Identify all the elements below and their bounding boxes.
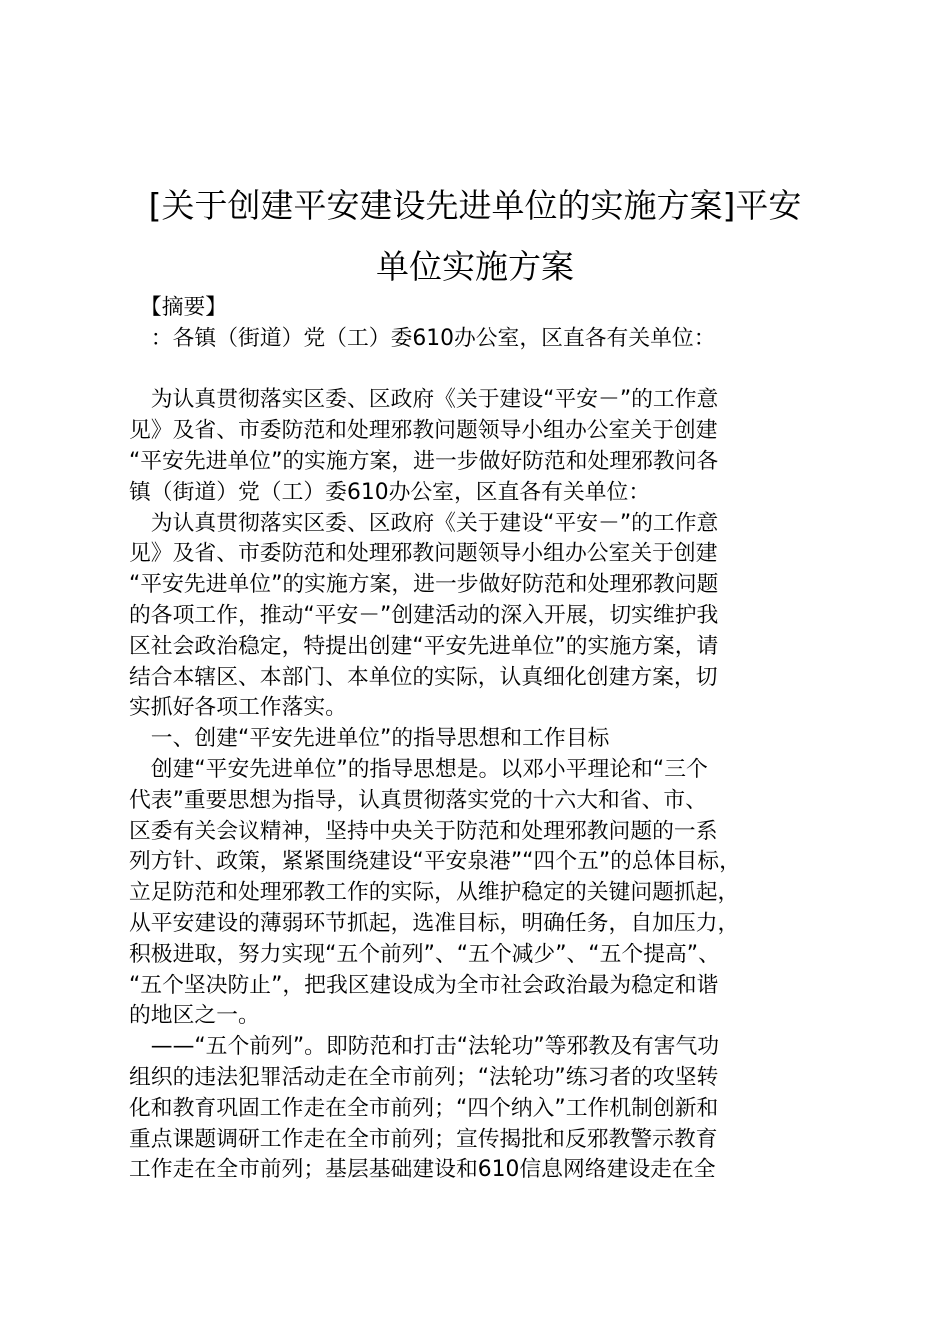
body-line: 区社会政治稳定，特提出创建“平安先进单位”的实施方案，请 <box>129 633 719 659</box>
body-line: 工作走在全市前列；基层基础建设和610信息网络建设走在全 <box>129 1157 716 1183</box>
document-body <box>129 293 839 1186</box>
blank-line <box>129 355 839 386</box>
body-line: 见》及省、市委防范和处理邪教问题领导小组办公室关于创建 <box>129 541 718 567</box>
body-line: 从平安建设的薄弱环节抓起，选准目标，明确任务，自加压力， <box>129 910 740 936</box>
body-line: 实抓好各项工作落实。 <box>129 695 347 721</box>
body-line: “五个坚决防止”，把我区建设成为全市社会政治最为稳定和谐 <box>129 972 719 998</box>
body-line: “平安先进单位”的实施方案，进一步做好防范和处理邪教问各 <box>129 448 719 474</box>
body-line: “平安先进单位”的实施方案，进一步做好防范和处理邪教问题 <box>129 572 719 598</box>
abstract-heading: 【摘要】 <box>129 295 228 320</box>
body-line: 区委有关会议精神，坚持中央关于防范和处理邪教问题的一系 <box>129 818 718 844</box>
body-line: 列方针、政策，紧紧围绕建设“平安泉港”“四个五”的总体目标， <box>129 849 741 875</box>
body-line: 为认真贯彻落实区委、区政府《关于建设“平安－”的工作意 <box>129 510 719 536</box>
addressee-line: ：各镇（街道）党（工）委610办公室，区直各有关单位： <box>129 325 716 351</box>
body-line: 镇（街道）党（工）委610办公室，区直各有关单位： <box>129 479 651 505</box>
body-line: 的地区之一。 <box>129 1003 260 1029</box>
document-title-line-1: [关于创建平安建设先进单位的实施方案]平安 <box>148 186 802 225</box>
body-line: ——“五个前列”。即防范和打击“法轮功”等邪教及有害气功 <box>129 1034 720 1060</box>
body-line: 重点课题调研工作走在全市前列；宣传揭批和反邪教警示教育 <box>129 1126 718 1152</box>
body-line: 化和教育巩固工作走在全市前列；“四个纳入”工作机制创新和 <box>129 1095 719 1121</box>
body-line: 组织的违法犯罪活动走在全市前列；“法轮功”练习者的攻坚转 <box>129 1064 719 1090</box>
section-heading: 一、创建“平安先进单位”的指导思想和工作目标 <box>129 726 610 752</box>
body-line: 创建“平安先进单位”的指导思想是。以邓小平理论和“三个 <box>129 756 708 782</box>
body-line: 见》及省、市委防范和处理邪教问题领导小组办公室关于创建 <box>129 418 718 444</box>
body-line: 的各项工作，推动“平安－”创建活动的深入开展，切实维护我 <box>129 602 719 628</box>
body-line: 为认真贯彻落实区委、区政府《关于建设“平安－”的工作意 <box>129 387 719 413</box>
body-line: 代表”重要思想为指导，认真贯彻落实党的十六大和省、市、 <box>129 787 708 813</box>
document-title-line-2: 单位实施方案 <box>376 247 574 286</box>
body-line: 结合本辖区、本部门、本单位的实际，认真细化创建方案，切 <box>129 664 718 690</box>
body-line: 立足防范和处理邪教工作的实际，从维护稳定的关键问题抓起， <box>129 880 740 906</box>
body-line: 积极进取，努力实现“五个前列”、“五个减少”、“五个提高”、 <box>129 941 720 967</box>
